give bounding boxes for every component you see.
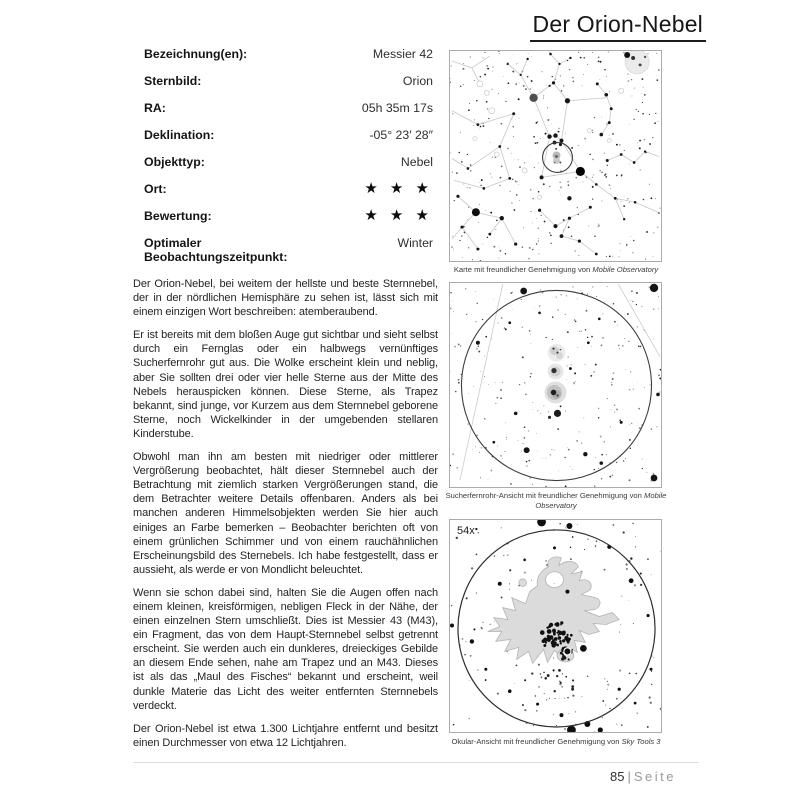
info-row bbox=[144, 156, 433, 183]
caption-source: Mobile Observatory bbox=[535, 491, 667, 510]
caption-text: Karte mit freundlicher Genehmigung von bbox=[453, 265, 591, 274]
caption-source: Sky Tools 3 bbox=[621, 737, 661, 746]
info-value: 05h 35m 17s bbox=[361, 101, 433, 115]
star-rating: ★ ★ ★ bbox=[364, 180, 433, 197]
paragraph: Obwohl man ihn am besten mit niedriger oder mittlerer Vergrößerung beobachtet, hält dieser Sternnebel auch der Betrachtung mit ziemlich starken Vergrößerungen stand, die dem Betrachter weitere Details offenbaren. Anders als bei manchen anderen Himmelsobjekten werden Sie hier auch einiges an Farbe bemerken – Beobachter berichten oft von einem grünlichen Schimmer und von einem rauchähnlichen Erscheinungsbild des Sternebels. Ich habe festgestellt, dass er aussieht, als werde er von Mondlicht beleuchtet. bbox=[133, 451, 438, 576]
caption-text: Sucherfernrohr-Ansicht mit freundlicher Genehmigung von bbox=[445, 491, 642, 500]
m42-marker bbox=[553, 152, 561, 164]
info-row bbox=[144, 129, 433, 156]
figure-finder-view bbox=[449, 282, 662, 488]
figure-caption bbox=[437, 491, 675, 510]
info-row bbox=[144, 237, 433, 264]
paragraph: Wenn sie schon dabei sind, halten Sie die Augen offen nach einem kleinen, kreisförmigen, nebligen Fleck in der Nähe, der einen einzelnen Stern umschließt. Dies ist Messier 43 (M43), ein Fragment, das von dem Haupt-Sternnebel selbst getrennt erscheint. Sie werden auch ein dunkleres, dreieckiges Gebilde an diesem Ende sehen, nahe am Trapez und an M43. Dieses ist als das „Maul des Fisches“ bekannt und erscheint, weil dunkle Materie das Licht des weiter entfernten Sternnebels verdeckt. bbox=[133, 586, 438, 712]
info-value: Nebel bbox=[400, 155, 433, 169]
footer-label: Seite bbox=[633, 769, 676, 784]
article-text bbox=[133, 277, 438, 759]
nebula-chain bbox=[545, 344, 567, 419]
bright-stars bbox=[456, 52, 646, 255]
page-number: 85 bbox=[610, 769, 625, 784]
paragraph: Er ist bereits mit dem bloßen Auge gut sichtbar und sieht selbst durch ein Fernglas oder ein halbwegs vernünftiges Sucherfernrohr gut aus. Die Wolke erscheint klein und neblig, aber Sie sollten drei oder vier helle Sterne aus der Mitte des Nebels herauspicken können. Diese Sterne, als Trapez bekannt, sind junge, vor Kurzem aus dem Sternnebel geborene Sterne, noch Wickelkinder in der umgebenden stellaren Kinderstube. bbox=[133, 329, 438, 440]
info-row bbox=[144, 207, 433, 237]
info-value: Messier 42 bbox=[372, 47, 433, 61]
info-value: -05° 23′ 28″ bbox=[369, 128, 433, 142]
paragraph: Der Orion-Nebel ist etwa 1.300 Lichtjahre entfernt und besitzt einen Durchmesser von etwa 12 Lichtjahren. bbox=[133, 722, 438, 749]
info-label: Deklination: bbox=[144, 128, 215, 142]
info-label: RA: bbox=[144, 101, 166, 115]
figure-caption bbox=[437, 737, 675, 747]
info-value: Orion bbox=[402, 74, 433, 88]
bright-stars bbox=[476, 284, 660, 482]
star-rating: ★ ★ ★ bbox=[364, 207, 433, 224]
info-label: Bewertung: bbox=[144, 209, 212, 223]
paragraph: Der Orion-Nebel, bei weitem der hellste und beste Sternnebel, der in der nördlichen Hemisphäre zu sehen ist, lässt sich mit einem einzigen Wort beschreiben: atemberaubend. bbox=[133, 278, 438, 319]
eyepiece-view-image bbox=[450, 520, 661, 732]
info-value: Winter bbox=[397, 236, 433, 250]
object-info-table bbox=[144, 48, 433, 264]
info-row bbox=[144, 102, 433, 129]
caption-source: Mobile Observatory bbox=[592, 265, 659, 274]
info-label: Objekttyp: bbox=[144, 155, 205, 169]
info-label: Ort: bbox=[144, 182, 167, 196]
star-map-image bbox=[450, 51, 661, 261]
page-title: Der Orion-Nebel bbox=[530, 11, 706, 42]
info-label: Bezeichnung(en): bbox=[144, 47, 248, 61]
footer-divider: | bbox=[627, 769, 631, 784]
caption-text: Okular-Ansicht mit freundlicher Genehmigung von bbox=[451, 737, 620, 746]
finder-view-image bbox=[450, 283, 661, 487]
magnification-label: 54x bbox=[457, 525, 475, 537]
figure-caption bbox=[437, 265, 675, 275]
chart-lines bbox=[460, 284, 660, 480]
info-row bbox=[144, 48, 433, 75]
figure-eyepiece-view bbox=[449, 519, 662, 733]
info-row bbox=[144, 180, 433, 210]
page-footer bbox=[133, 769, 676, 784]
info-row bbox=[144, 75, 433, 102]
info-label: Optimaler Beobachtungszeitpunkt: bbox=[144, 236, 288, 264]
deep-sky-markers bbox=[473, 81, 624, 199]
info-label: Sternbild: bbox=[144, 74, 202, 88]
figure-star-map bbox=[449, 50, 662, 262]
footer-rule bbox=[133, 762, 699, 763]
